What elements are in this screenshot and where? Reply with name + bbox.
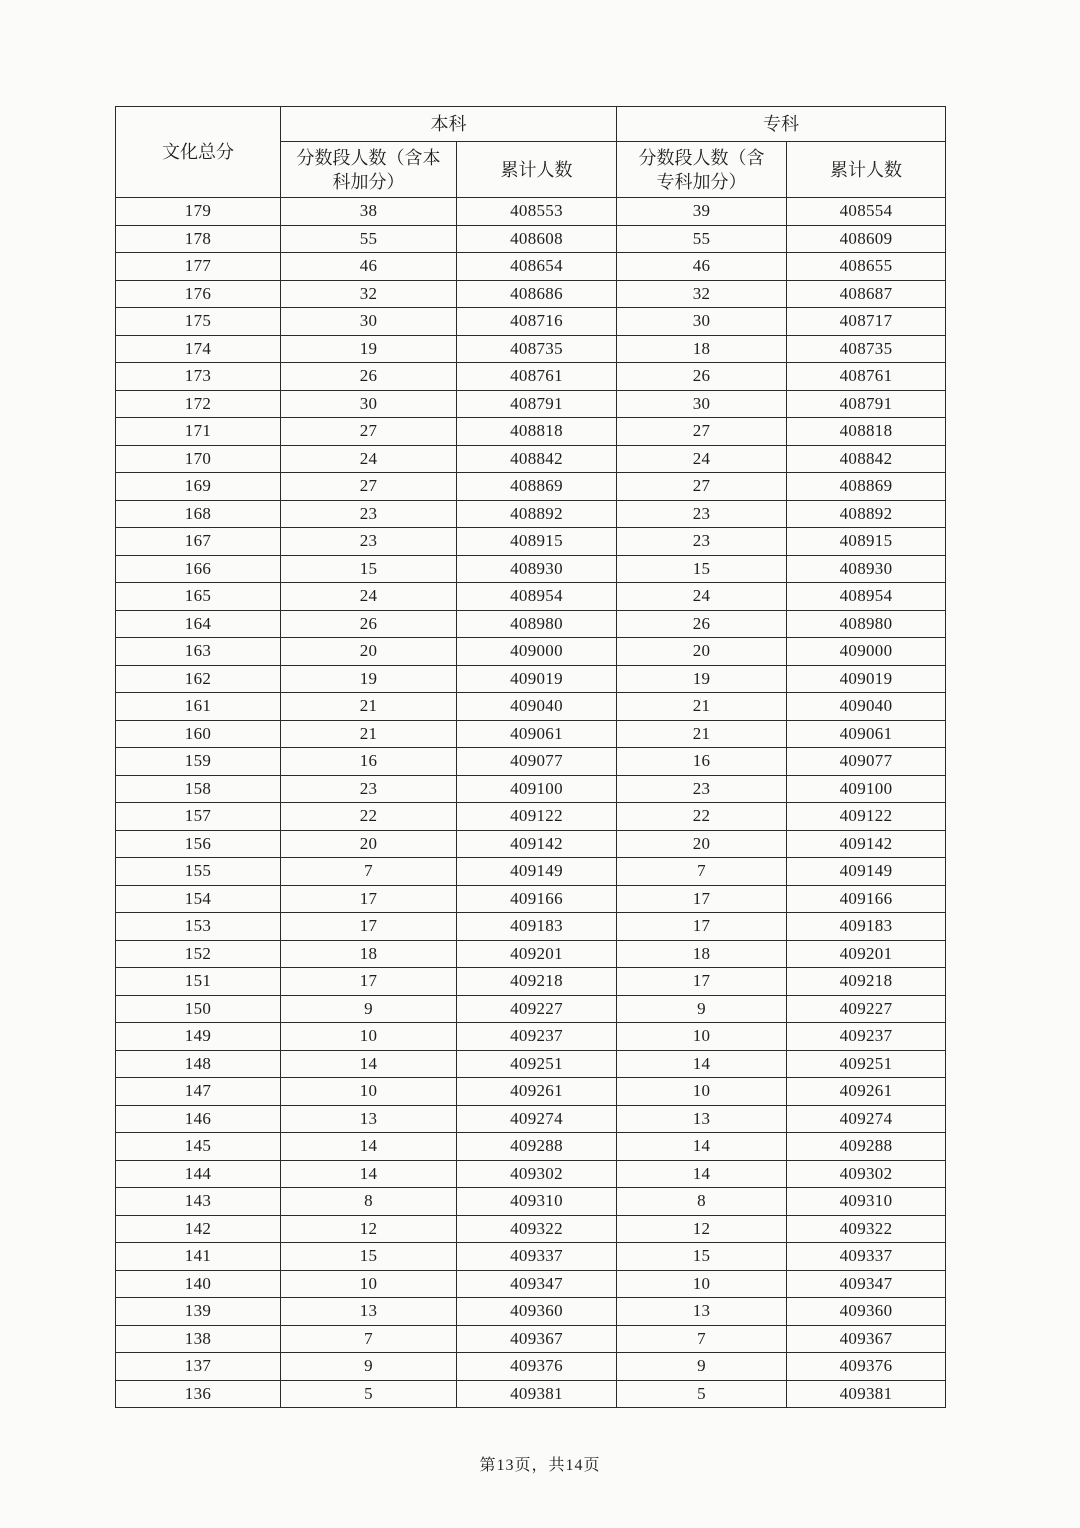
cell-benke-segment: 23 (281, 528, 457, 556)
cell-benke-segment: 24 (281, 583, 457, 611)
cell-zhuanke-cumulative: 409302 (787, 1160, 946, 1188)
cell-benke-segment: 7 (281, 1325, 457, 1353)
cell-zhuanke-segment: 10 (617, 1023, 787, 1051)
cell-score: 149 (116, 1023, 281, 1051)
cell-zhuanke-segment: 27 (617, 473, 787, 501)
cell-benke-cumulative: 409288 (457, 1133, 617, 1161)
cell-zhuanke-cumulative: 408761 (787, 363, 946, 391)
cell-benke-segment: 20 (281, 638, 457, 666)
table-row (116, 500, 946, 528)
cell-benke-segment: 32 (281, 280, 457, 308)
cell-zhuanke-cumulative: 409077 (787, 748, 946, 776)
cell-zhuanke-segment: 55 (617, 225, 787, 253)
cell-benke-cumulative: 409367 (457, 1325, 617, 1353)
table-row (116, 940, 946, 968)
cell-score: 141 (116, 1243, 281, 1271)
cell-benke-segment: 23 (281, 500, 457, 528)
cell-benke-segment: 5 (281, 1380, 457, 1408)
table-row (116, 363, 946, 391)
cell-benke-segment: 27 (281, 418, 457, 446)
cell-zhuanke-cumulative: 409000 (787, 638, 946, 666)
cell-zhuanke-cumulative: 409251 (787, 1050, 946, 1078)
cell-benke-cumulative: 408842 (457, 445, 617, 473)
cell-score: 175 (116, 308, 281, 336)
cell-score: 147 (116, 1078, 281, 1106)
cell-score: 168 (116, 500, 281, 528)
cell-benke-cumulative: 409100 (457, 775, 617, 803)
cell-score: 171 (116, 418, 281, 446)
cell-zhuanke-segment: 18 (617, 940, 787, 968)
cell-benke-segment: 15 (281, 555, 457, 583)
cell-zhuanke-cumulative: 408735 (787, 335, 946, 363)
table-row (116, 583, 946, 611)
cell-benke-cumulative: 409019 (457, 665, 617, 693)
cell-score: 164 (116, 610, 281, 638)
cell-zhuanke-cumulative: 409040 (787, 693, 946, 721)
cell-score: 179 (116, 198, 281, 226)
cell-benke-segment: 17 (281, 885, 457, 913)
cell-benke-segment: 19 (281, 335, 457, 363)
table-row (116, 308, 946, 336)
cell-benke-cumulative: 408735 (457, 335, 617, 363)
cell-zhuanke-segment: 16 (617, 748, 787, 776)
cell-score: 145 (116, 1133, 281, 1161)
table-row (116, 1270, 946, 1298)
cell-benke-cumulative: 409322 (457, 1215, 617, 1243)
table-row (116, 225, 946, 253)
cell-benke-cumulative: 409302 (457, 1160, 617, 1188)
cell-benke-cumulative: 409122 (457, 803, 617, 831)
cell-score: 140 (116, 1270, 281, 1298)
table-row (116, 335, 946, 363)
table-row (116, 1050, 946, 1078)
cell-benke-segment: 9 (281, 1353, 457, 1381)
header-row-groups (116, 107, 946, 142)
cell-zhuanke-segment: 30 (617, 390, 787, 418)
cell-benke-segment: 12 (281, 1215, 457, 1243)
cell-benke-segment: 10 (281, 1078, 457, 1106)
cell-benke-cumulative: 408818 (457, 418, 617, 446)
table-row (116, 803, 946, 831)
cell-score: 142 (116, 1215, 281, 1243)
cell-score: 158 (116, 775, 281, 803)
cell-benke-cumulative: 408980 (457, 610, 617, 638)
cell-score: 136 (116, 1380, 281, 1408)
cell-zhuanke-cumulative: 409381 (787, 1380, 946, 1408)
cell-benke-segment: 27 (281, 473, 457, 501)
cell-zhuanke-segment: 14 (617, 1050, 787, 1078)
cell-zhuanke-cumulative: 408842 (787, 445, 946, 473)
page-footer: 第13页，共14页 (479, 1457, 601, 1474)
cell-benke-segment: 19 (281, 665, 457, 693)
cell-zhuanke-segment: 46 (617, 253, 787, 281)
cell-zhuanke-segment: 10 (617, 1078, 787, 1106)
table-row (116, 995, 946, 1023)
cell-benke-cumulative: 409261 (457, 1078, 617, 1106)
cell-zhuanke-cumulative: 409310 (787, 1188, 946, 1216)
table-row (116, 528, 946, 556)
cell-benke-cumulative: 409142 (457, 830, 617, 858)
cell-benke-cumulative: 408791 (457, 390, 617, 418)
table-row (116, 198, 946, 226)
cell-benke-segment: 38 (281, 198, 457, 226)
cell-zhuanke-cumulative: 408869 (787, 473, 946, 501)
cell-benke-segment: 18 (281, 940, 457, 968)
cell-score: 176 (116, 280, 281, 308)
cell-zhuanke-segment: 14 (617, 1160, 787, 1188)
table-row (116, 830, 946, 858)
cell-zhuanke-segment: 21 (617, 720, 787, 748)
table-row (116, 445, 946, 473)
cell-benke-cumulative: 408716 (457, 308, 617, 336)
table-row (116, 1105, 946, 1133)
cell-zhuanke-segment: 39 (617, 198, 787, 226)
table-row (116, 665, 946, 693)
cell-zhuanke-segment: 17 (617, 885, 787, 913)
cell-zhuanke-cumulative: 409274 (787, 1105, 946, 1133)
table-row (116, 638, 946, 666)
cell-zhuanke-cumulative: 409122 (787, 803, 946, 831)
cell-zhuanke-cumulative: 409261 (787, 1078, 946, 1106)
cell-score: 165 (116, 583, 281, 611)
cell-zhuanke-segment: 24 (617, 583, 787, 611)
cell-score: 155 (116, 858, 281, 886)
cell-benke-cumulative: 409347 (457, 1270, 617, 1298)
cell-zhuanke-segment: 7 (617, 1325, 787, 1353)
cell-zhuanke-cumulative: 408818 (787, 418, 946, 446)
cell-score: 138 (116, 1325, 281, 1353)
cell-score: 161 (116, 693, 281, 721)
cell-benke-segment: 17 (281, 913, 457, 941)
table-row (116, 1298, 946, 1326)
cell-benke-cumulative: 409218 (457, 968, 617, 996)
cell-benke-segment: 13 (281, 1298, 457, 1326)
score-table (115, 106, 946, 1408)
cell-score: 143 (116, 1188, 281, 1216)
cell-score: 166 (116, 555, 281, 583)
cell-benke-segment: 14 (281, 1050, 457, 1078)
cell-benke-cumulative: 409251 (457, 1050, 617, 1078)
cell-zhuanke-segment: 7 (617, 858, 787, 886)
cell-benke-cumulative: 408654 (457, 253, 617, 281)
cell-score: 146 (116, 1105, 281, 1133)
cell-benke-cumulative: 409360 (457, 1298, 617, 1326)
cell-benke-segment: 55 (281, 225, 457, 253)
table-header (116, 107, 946, 198)
cell-zhuanke-segment: 23 (617, 775, 787, 803)
cell-score: 177 (116, 253, 281, 281)
cell-score: 137 (116, 1353, 281, 1381)
table-row (116, 720, 946, 748)
cell-benke-cumulative: 409337 (457, 1243, 617, 1271)
cell-score: 163 (116, 638, 281, 666)
cell-zhuanke-segment: 23 (617, 528, 787, 556)
cell-benke-segment: 14 (281, 1133, 457, 1161)
cell-zhuanke-cumulative: 409237 (787, 1023, 946, 1051)
cell-zhuanke-cumulative: 409227 (787, 995, 946, 1023)
cell-benke-segment: 10 (281, 1270, 457, 1298)
cell-benke-segment: 46 (281, 253, 457, 281)
cell-benke-cumulative: 409061 (457, 720, 617, 748)
cell-score: 178 (116, 225, 281, 253)
cell-score: 162 (116, 665, 281, 693)
cell-zhuanke-segment: 22 (617, 803, 787, 831)
table-row (116, 1023, 946, 1051)
cell-zhuanke-segment: 14 (617, 1133, 787, 1161)
cell-zhuanke-segment: 9 (617, 995, 787, 1023)
cell-benke-segment: 30 (281, 390, 457, 418)
cell-zhuanke-segment: 12 (617, 1215, 787, 1243)
cell-score: 174 (116, 335, 281, 363)
cell-zhuanke-cumulative: 409322 (787, 1215, 946, 1243)
cell-benke-segment: 7 (281, 858, 457, 886)
cell-zhuanke-cumulative: 409149 (787, 858, 946, 886)
table-row (116, 1215, 946, 1243)
header-zhuanke-segment: 分数段人数（含专科加分） (617, 142, 787, 198)
cell-score: 152 (116, 940, 281, 968)
cell-zhuanke-cumulative: 409337 (787, 1243, 946, 1271)
cell-zhuanke-segment: 18 (617, 335, 787, 363)
cell-zhuanke-cumulative: 409288 (787, 1133, 946, 1161)
cell-zhuanke-segment: 21 (617, 693, 787, 721)
cell-score: 156 (116, 830, 281, 858)
header-benke-cumulative: 累计人数 (457, 142, 617, 198)
cell-zhuanke-cumulative: 408687 (787, 280, 946, 308)
cell-benke-cumulative: 409040 (457, 693, 617, 721)
header-benke-segment: 分数段人数（含本科加分） (281, 142, 457, 198)
cell-zhuanke-cumulative: 409218 (787, 968, 946, 996)
cell-zhuanke-cumulative: 409347 (787, 1270, 946, 1298)
cell-benke-cumulative: 409237 (457, 1023, 617, 1051)
cell-zhuanke-segment: 15 (617, 1243, 787, 1271)
cell-benke-cumulative: 408761 (457, 363, 617, 391)
cell-zhuanke-segment: 24 (617, 445, 787, 473)
cell-score: 173 (116, 363, 281, 391)
cell-zhuanke-segment: 27 (617, 418, 787, 446)
table-row (116, 1353, 946, 1381)
table-row (116, 748, 946, 776)
cell-benke-segment: 9 (281, 995, 457, 1023)
header-group-benke: 本科 (281, 107, 617, 142)
cell-benke-cumulative: 408553 (457, 198, 617, 226)
cell-benke-cumulative: 409077 (457, 748, 617, 776)
cell-zhuanke-cumulative: 409376 (787, 1353, 946, 1381)
cell-zhuanke-cumulative: 408609 (787, 225, 946, 253)
cell-score: 159 (116, 748, 281, 776)
cell-score: 151 (116, 968, 281, 996)
cell-benke-segment: 22 (281, 803, 457, 831)
cell-score: 167 (116, 528, 281, 556)
cell-zhuanke-segment: 26 (617, 363, 787, 391)
table-body (116, 198, 946, 1408)
cell-score: 153 (116, 913, 281, 941)
table-row (116, 1380, 946, 1408)
table-row (116, 1243, 946, 1271)
table-row (116, 885, 946, 913)
table-row (116, 858, 946, 886)
cell-zhuanke-cumulative: 409183 (787, 913, 946, 941)
table-row (116, 693, 946, 721)
cell-benke-segment: 15 (281, 1243, 457, 1271)
table-row (116, 968, 946, 996)
cell-zhuanke-segment: 17 (617, 968, 787, 996)
cell-benke-segment: 13 (281, 1105, 457, 1133)
cell-zhuanke-segment: 10 (617, 1270, 787, 1298)
cell-zhuanke-cumulative: 409166 (787, 885, 946, 913)
cell-score: 154 (116, 885, 281, 913)
table-row (116, 473, 946, 501)
table-row (116, 418, 946, 446)
cell-zhuanke-segment: 8 (617, 1188, 787, 1216)
table-row (116, 775, 946, 803)
cell-score: 170 (116, 445, 281, 473)
cell-benke-segment: 21 (281, 720, 457, 748)
cell-zhuanke-cumulative: 408980 (787, 610, 946, 638)
table-row (116, 1188, 946, 1216)
cell-benke-segment: 30 (281, 308, 457, 336)
cell-zhuanke-segment: 17 (617, 913, 787, 941)
cell-zhuanke-cumulative: 408892 (787, 500, 946, 528)
cell-zhuanke-cumulative: 408655 (787, 253, 946, 281)
cell-zhuanke-cumulative: 409201 (787, 940, 946, 968)
table-row (116, 1078, 946, 1106)
table-row (116, 913, 946, 941)
header-group-zhuanke: 专科 (617, 107, 946, 142)
cell-benke-cumulative: 409310 (457, 1188, 617, 1216)
cell-benke-segment: 23 (281, 775, 457, 803)
cell-benke-cumulative: 408686 (457, 280, 617, 308)
cell-benke-cumulative: 408930 (457, 555, 617, 583)
header-zhuanke-cumulative: 累计人数 (787, 142, 946, 198)
cell-zhuanke-cumulative: 408791 (787, 390, 946, 418)
cell-score: 157 (116, 803, 281, 831)
header-total-score: 文化总分 (116, 107, 281, 198)
cell-benke-cumulative: 409183 (457, 913, 617, 941)
cell-benke-cumulative: 408954 (457, 583, 617, 611)
cell-zhuanke-segment: 19 (617, 665, 787, 693)
table-row (116, 280, 946, 308)
cell-zhuanke-cumulative: 408554 (787, 198, 946, 226)
cell-zhuanke-cumulative: 409360 (787, 1298, 946, 1326)
cell-zhuanke-cumulative: 409367 (787, 1325, 946, 1353)
cell-zhuanke-segment: 26 (617, 610, 787, 638)
table-row (116, 555, 946, 583)
cell-zhuanke-cumulative: 409061 (787, 720, 946, 748)
cell-score: 169 (116, 473, 281, 501)
cell-benke-cumulative: 409166 (457, 885, 617, 913)
cell-score: 144 (116, 1160, 281, 1188)
cell-benke-cumulative: 409274 (457, 1105, 617, 1133)
cell-benke-segment: 14 (281, 1160, 457, 1188)
cell-benke-cumulative: 408608 (457, 225, 617, 253)
cell-benke-cumulative: 408869 (457, 473, 617, 501)
cell-benke-cumulative: 409227 (457, 995, 617, 1023)
cell-zhuanke-segment: 20 (617, 638, 787, 666)
cell-benke-cumulative: 409149 (457, 858, 617, 886)
table-row (116, 1325, 946, 1353)
cell-zhuanke-cumulative: 408915 (787, 528, 946, 556)
cell-zhuanke-segment: 13 (617, 1298, 787, 1326)
cell-benke-segment: 26 (281, 363, 457, 391)
cell-benke-cumulative: 408915 (457, 528, 617, 556)
cell-score: 139 (116, 1298, 281, 1326)
cell-zhuanke-cumulative: 408717 (787, 308, 946, 336)
cell-benke-segment: 10 (281, 1023, 457, 1051)
table-row (116, 390, 946, 418)
cell-score: 160 (116, 720, 281, 748)
cell-benke-cumulative: 409000 (457, 638, 617, 666)
table-row (116, 253, 946, 281)
cell-benke-cumulative: 409381 (457, 1380, 617, 1408)
cell-score: 148 (116, 1050, 281, 1078)
cell-benke-segment: 16 (281, 748, 457, 776)
cell-benke-segment: 26 (281, 610, 457, 638)
cell-benke-segment: 24 (281, 445, 457, 473)
cell-zhuanke-segment: 9 (617, 1353, 787, 1381)
cell-zhuanke-segment: 23 (617, 500, 787, 528)
cell-zhuanke-cumulative: 408954 (787, 583, 946, 611)
cell-benke-cumulative: 409201 (457, 940, 617, 968)
table-row (116, 610, 946, 638)
cell-zhuanke-segment: 13 (617, 1105, 787, 1133)
cell-score: 172 (116, 390, 281, 418)
cell-zhuanke-cumulative: 409019 (787, 665, 946, 693)
cell-benke-segment: 8 (281, 1188, 457, 1216)
table-row (116, 1160, 946, 1188)
cell-benke-segment: 17 (281, 968, 457, 996)
cell-zhuanke-segment: 5 (617, 1380, 787, 1408)
cell-zhuanke-segment: 30 (617, 308, 787, 336)
cell-benke-segment: 20 (281, 830, 457, 858)
cell-benke-segment: 21 (281, 693, 457, 721)
cell-zhuanke-cumulative: 408930 (787, 555, 946, 583)
cell-zhuanke-segment: 32 (617, 280, 787, 308)
cell-zhuanke-cumulative: 409100 (787, 775, 946, 803)
cell-benke-cumulative: 409376 (457, 1353, 617, 1381)
cell-zhuanke-segment: 15 (617, 555, 787, 583)
cell-score: 150 (116, 995, 281, 1023)
cell-zhuanke-segment: 20 (617, 830, 787, 858)
cell-zhuanke-cumulative: 409142 (787, 830, 946, 858)
cell-benke-cumulative: 408892 (457, 500, 617, 528)
table-row (116, 1133, 946, 1161)
